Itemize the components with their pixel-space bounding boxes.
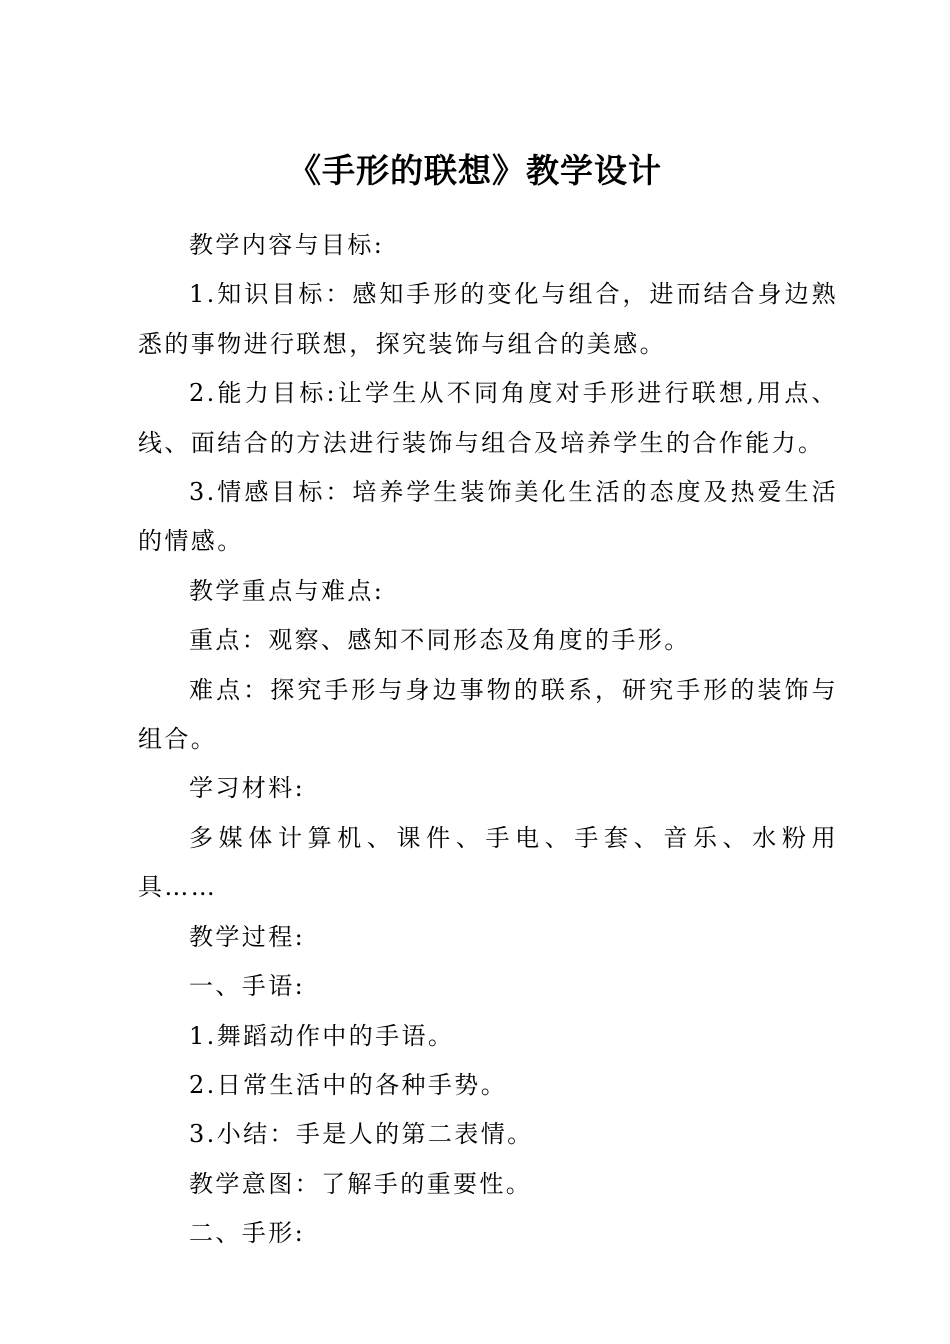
document-title: 《手形的联想》教学设计 (288, 151, 662, 190)
list-item-dance: 1.舞蹈动作中的手语。 (189, 1021, 455, 1050)
section-heading-key-points: 教学重点与难点: (189, 576, 385, 605)
list-item-summary: 3.小结：手是人的第二表情。 (189, 1120, 534, 1149)
subheading-hand-shape: 二、手形: (189, 1219, 306, 1248)
paragraph-intent: 教学意图：了解手的重要性。 (189, 1169, 533, 1198)
section-heading-process: 教学过程: (189, 922, 306, 951)
document-body (138, 221, 838, 1259)
subheading-sign-language: 一、手语: (189, 972, 306, 1001)
paragraph-ability-goal: 2.能力目标:让学生从不同角度对手形进行联想,用点、线、面结合的方法进行装饰与组合及培养学生的合作能力。 (138, 379, 838, 457)
paragraph-materials: 多媒体计算机、课件、手电、手套、音乐、水粉用具…… (138, 823, 838, 902)
paragraph-emotion-goal: 3.情感目标：培养学生装饰美化生活的态度及热爱生活的情感。 (138, 478, 838, 556)
paragraph-difficulty: 难点：探究手形与身边事物的联系，研究手形的装饰与组合。 (138, 675, 838, 754)
section-heading-materials: 学习材料: (189, 774, 306, 803)
section-heading-content-goals: 教学内容与目标: (189, 231, 385, 259)
paragraph-knowledge-goal: 1.知识目标：感知手形的变化与组合，进而结合身边熟悉的事物进行联想，探究装饰与组合的美感。 (138, 280, 838, 358)
list-item-gestures: 2.日常生活中的各种手势。 (189, 1070, 508, 1099)
paragraph-key-point: 重点：观察、感知不同形态及角度的手形。 (189, 626, 691, 655)
